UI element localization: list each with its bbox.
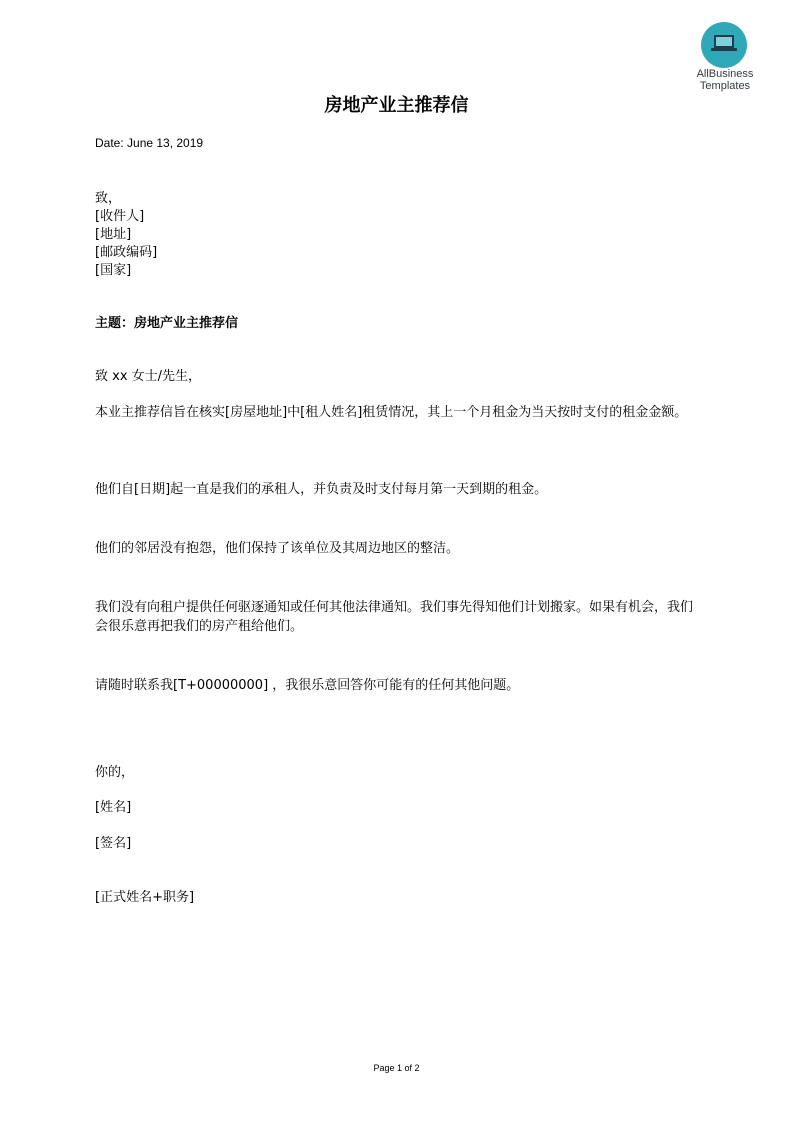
- document-date: Date: June 13, 2019: [95, 136, 204, 150]
- letter-greeting: 致 xx 女士/先生，: [95, 369, 202, 384]
- logo-text: [688, 68, 762, 92]
- address-country: [国家]: [95, 263, 132, 278]
- letter-subject: 主题：房地产业主推荐信: [95, 316, 239, 331]
- recipient-address-block: [95, 190, 157, 280]
- body-paragraph: 请随时联系我[T+00000000] ，我很乐意回答你可能有的任何其他问题。: [95, 678, 520, 693]
- body-paragraph: 本业主推荐信旨在核实[房屋地址]中[租人姓名]租赁情况，其上一个月租金为当天按时支付的租金金额。: [95, 405, 688, 420]
- body-paragraph: 我们没有向租户提供任何驱逐通知或任何其他法律通知。我们事先得知他们计划搬家。如果有机会，我们会很乐意再把我们的房产租给他们。: [95, 600, 694, 634]
- address-street: [地址]: [95, 227, 132, 242]
- laptop-icon: [710, 33, 738, 55]
- logo-badge: [701, 22, 747, 68]
- document-title: 房地产业主推荐信: [324, 95, 469, 116]
- logo-brand-line2: Templates: [699, 80, 751, 92]
- address-salutation: 致，: [95, 191, 122, 206]
- address-recipient: [收件人]: [95, 209, 145, 224]
- body-paragraph: 他们自[日期]起一直是我们的承租人，并负责及时支付每月第一天到期的租金。: [95, 482, 548, 497]
- body-paragraph: 他们的邻居没有抱怨，他们保持了该单位及其周边地区的整洁。: [95, 541, 460, 556]
- address-postal-code: [邮政编码]: [95, 245, 158, 260]
- logo-brand-line1: AllBusiness: [696, 68, 754, 80]
- page-number: Page 1 of 2: [373, 1063, 420, 1073]
- allbusiness-templates-logo: [688, 22, 762, 94]
- sender-formal-name-title: [正式姓名+职务]: [95, 890, 195, 905]
- sender-signature: [签名]: [95, 836, 132, 851]
- letter-closing: 你的，: [95, 765, 135, 780]
- sender-name: [姓名]: [95, 800, 132, 815]
